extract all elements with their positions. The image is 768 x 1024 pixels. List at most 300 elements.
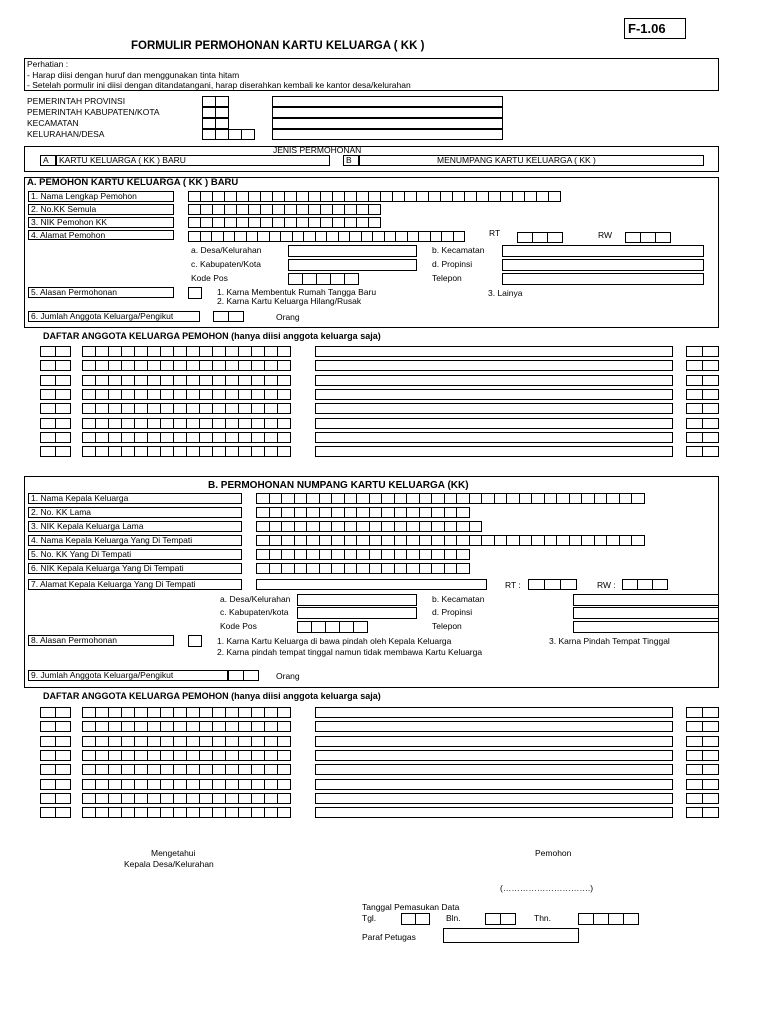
char-cell[interactable] [469,493,483,504]
char-cell[interactable] [702,807,719,818]
char-cell[interactable] [134,418,148,429]
char-cell[interactable] [264,764,278,775]
char-cell[interactable] [212,418,226,429]
char-cell[interactable] [40,707,56,718]
char-cell[interactable] [225,346,239,357]
char-cell[interactable] [55,403,71,414]
char-cell[interactable] [199,346,213,357]
char-cell[interactable] [264,736,278,747]
b-address-input[interactable] [256,579,487,590]
char-cell[interactable] [212,375,226,386]
char-cell[interactable] [344,549,358,560]
char-cell[interactable] [702,721,719,732]
char-cell[interactable] [40,736,56,747]
char-cell[interactable] [519,535,533,546]
a-propinsi-input[interactable] [502,259,704,271]
char-cell[interactable] [331,549,345,560]
char-cell[interactable] [55,389,71,400]
char-cell[interactable] [134,432,148,443]
member-relation-cells[interactable] [686,375,718,386]
char-cell[interactable] [40,360,56,371]
char-cell[interactable] [686,432,703,443]
char-cell[interactable] [606,493,620,504]
char-cell[interactable] [251,750,265,761]
char-cell[interactable] [319,549,333,560]
member-relation-cells[interactable] [686,346,718,357]
char-cell[interactable] [544,535,558,546]
char-cell[interactable] [369,507,383,518]
char-cell[interactable] [160,793,174,804]
char-cell[interactable] [186,418,200,429]
char-cell[interactable] [419,493,433,504]
char-cell[interactable] [40,764,56,775]
char-cell[interactable] [40,389,56,400]
member-name-input[interactable] [315,807,672,818]
char-cell[interactable] [82,721,96,732]
pemohon-signature-line[interactable]: (………………………….) [500,883,594,893]
char-cell[interactable] [481,535,495,546]
char-cell[interactable] [702,779,719,790]
char-cell[interactable] [82,707,96,718]
char-cell[interactable] [121,793,135,804]
char-cell[interactable] [212,793,226,804]
member-name-input[interactable] [315,736,672,747]
member-name-input[interactable] [315,707,672,718]
char-cell[interactable] [160,403,174,414]
member-nik-cells[interactable] [82,750,290,761]
char-cell[interactable] [199,389,213,400]
char-cell[interactable] [225,721,239,732]
char-cell[interactable] [281,563,295,574]
member-nik-cells[interactable] [82,707,290,718]
char-cell[interactable] [134,446,148,457]
char-cell[interactable] [108,389,122,400]
char-cell[interactable] [238,446,252,457]
village-code[interactable] [202,129,254,140]
member-number-cells[interactable] [40,793,70,804]
a-member-count-input[interactable] [213,311,243,322]
char-cell[interactable] [686,446,703,457]
char-cell[interactable] [173,764,187,775]
char-cell[interactable] [264,418,278,429]
char-cell[interactable] [82,403,96,414]
char-cell[interactable] [544,493,558,504]
regency-name-input[interactable] [272,107,503,118]
char-cell[interactable] [40,779,56,790]
b-old-nik-input[interactable] [256,521,481,532]
char-cell[interactable] [121,736,135,747]
char-cell[interactable] [315,736,673,747]
char-cell[interactable] [686,764,703,775]
district-code[interactable] [202,118,228,129]
char-cell[interactable] [315,807,673,818]
char-cell[interactable] [264,360,278,371]
char-cell[interactable] [199,736,213,747]
char-cell[interactable] [702,360,719,371]
char-cell[interactable] [173,446,187,457]
char-cell[interactable] [277,750,291,761]
char-cell[interactable] [134,360,148,371]
char-cell[interactable] [369,563,383,574]
member-relation-cells[interactable] [686,418,718,429]
char-cell[interactable] [331,563,345,574]
char-cell[interactable] [406,549,420,560]
char-cell[interactable] [264,750,278,761]
char-cell[interactable] [147,446,161,457]
char-cell[interactable] [147,750,161,761]
char-cell[interactable] [55,360,71,371]
char-cell[interactable] [251,346,265,357]
char-cell[interactable] [55,721,71,732]
char-cell[interactable] [225,779,239,790]
char-cell[interactable] [686,389,703,400]
member-name-input[interactable] [315,346,672,357]
char-cell[interactable] [160,446,174,457]
char-cell[interactable] [394,507,408,518]
village-name-input[interactable] [272,129,503,140]
char-cell[interactable] [344,507,358,518]
char-cell[interactable] [281,535,295,546]
b-rw-input[interactable] [622,579,667,590]
char-cell[interactable] [134,807,148,818]
char-cell[interactable] [264,389,278,400]
char-cell[interactable] [431,563,445,574]
char-cell[interactable] [277,807,291,818]
district-name-input[interactable] [272,118,503,129]
char-cell[interactable] [315,779,673,790]
char-cell[interactable] [444,507,458,518]
char-cell[interactable] [121,750,135,761]
char-cell[interactable] [40,793,56,804]
char-cell[interactable] [55,807,71,818]
char-cell[interactable] [281,521,295,532]
char-cell[interactable] [121,779,135,790]
char-cell[interactable] [569,493,583,504]
char-cell[interactable] [269,563,283,574]
char-cell[interactable] [40,346,56,357]
char-cell[interactable] [702,446,719,457]
char-cell[interactable] [173,779,187,790]
char-cell[interactable] [315,346,673,357]
char-cell[interactable] [315,446,673,457]
a-desa-input[interactable] [288,245,417,257]
b-host-kk-input[interactable] [256,549,469,560]
char-cell[interactable] [186,807,200,818]
char-cell[interactable] [494,535,508,546]
char-cell[interactable] [256,549,270,560]
char-cell[interactable] [134,389,148,400]
char-cell[interactable] [381,493,395,504]
char-cell[interactable] [281,507,295,518]
b-kodepos-input[interactable] [297,621,367,633]
char-cell[interactable] [199,764,213,775]
member-relation-cells[interactable] [686,432,718,443]
char-cell[interactable] [686,707,703,718]
char-cell[interactable] [494,493,508,504]
char-cell[interactable] [356,507,370,518]
char-cell[interactable] [238,389,252,400]
char-cell[interactable] [121,446,135,457]
char-cell[interactable] [212,779,226,790]
char-cell[interactable] [95,736,109,747]
char-cell[interactable] [556,493,570,504]
char-cell[interactable] [702,764,719,775]
char-cell[interactable] [82,779,96,790]
char-cell[interactable] [55,346,71,357]
char-cell[interactable] [82,375,96,386]
char-cell[interactable] [419,535,433,546]
char-cell[interactable] [406,521,420,532]
member-nik-cells[interactable] [82,346,290,357]
char-cell[interactable] [160,707,174,718]
char-cell[interactable] [199,360,213,371]
char-cell[interactable] [419,549,433,560]
char-cell[interactable] [108,707,122,718]
char-cell[interactable] [199,750,213,761]
a-address-input[interactable] [188,231,464,242]
char-cell[interactable] [212,432,226,443]
char-cell[interactable] [82,446,96,457]
char-cell[interactable] [456,563,470,574]
char-cell[interactable] [277,446,291,457]
char-cell[interactable] [319,507,333,518]
char-cell[interactable] [456,549,470,560]
char-cell[interactable] [686,793,703,804]
char-cell[interactable] [55,446,71,457]
char-cell[interactable] [686,375,703,386]
char-cell[interactable] [199,793,213,804]
char-cell[interactable] [225,360,239,371]
request-option-b-code[interactable]: B [343,155,359,166]
char-cell[interactable] [331,493,345,504]
char-cell[interactable] [702,375,719,386]
char-cell[interactable] [225,375,239,386]
member-nik-cells[interactable] [82,403,290,414]
char-cell[interactable] [251,375,265,386]
char-cell[interactable] [419,507,433,518]
char-cell[interactable] [55,432,71,443]
char-cell[interactable] [95,389,109,400]
char-cell[interactable] [147,389,161,400]
char-cell[interactable] [238,403,252,414]
a-kabupaten-input[interactable] [288,259,417,271]
char-cell[interactable] [319,493,333,504]
char-cell[interactable] [686,360,703,371]
member-number-cells[interactable] [40,375,70,386]
member-number-cells[interactable] [40,446,70,457]
char-cell[interactable] [186,779,200,790]
b-rt-input[interactable] [528,579,576,590]
char-cell[interactable] [160,779,174,790]
char-cell[interactable] [173,736,187,747]
char-cell[interactable] [238,360,252,371]
char-cell[interactable] [212,721,226,732]
char-cell[interactable] [277,389,291,400]
member-relation-cells[interactable] [686,721,718,732]
member-relation-cells[interactable] [686,764,718,775]
char-cell[interactable] [82,807,96,818]
a-kecamatan-input[interactable] [502,245,704,257]
char-cell[interactable] [456,521,470,532]
char-cell[interactable] [394,535,408,546]
char-cell[interactable] [238,736,252,747]
char-cell[interactable] [121,346,135,357]
char-cell[interactable] [369,493,383,504]
char-cell[interactable] [55,707,71,718]
a-telepon-input[interactable] [502,273,704,285]
char-cell[interactable] [173,360,187,371]
char-cell[interactable] [394,493,408,504]
member-name-input[interactable] [315,750,672,761]
char-cell[interactable] [264,807,278,818]
char-cell[interactable] [147,707,161,718]
char-cell[interactable] [199,807,213,818]
char-cell[interactable] [251,779,265,790]
char-cell[interactable] [606,535,620,546]
char-cell[interactable] [702,750,719,761]
member-nik-cells[interactable] [82,375,290,386]
char-cell[interactable] [444,563,458,574]
char-cell[interactable] [306,521,320,532]
member-number-cells[interactable] [40,764,70,775]
char-cell[interactable] [212,446,226,457]
char-cell[interactable] [225,736,239,747]
a-reason-input[interactable] [188,287,202,299]
char-cell[interactable] [281,549,295,560]
char-cell[interactable] [306,535,320,546]
char-cell[interactable] [199,779,213,790]
char-cell[interactable] [277,793,291,804]
char-cell[interactable] [319,535,333,546]
char-cell[interactable] [160,764,174,775]
member-number-cells[interactable] [40,418,70,429]
char-cell[interactable] [95,750,109,761]
member-name-input[interactable] [315,418,672,429]
char-cell[interactable] [702,403,719,414]
char-cell[interactable] [702,736,719,747]
char-cell[interactable] [82,418,96,429]
char-cell[interactable] [356,563,370,574]
char-cell[interactable] [173,750,187,761]
char-cell[interactable] [686,779,703,790]
char-cell[interactable] [186,346,200,357]
char-cell[interactable] [121,807,135,818]
member-relation-cells[interactable] [686,807,718,818]
char-cell[interactable] [225,418,239,429]
char-cell[interactable] [269,549,283,560]
char-cell[interactable] [95,764,109,775]
char-cell[interactable] [631,493,645,504]
char-cell[interactable] [95,721,109,732]
char-cell[interactable] [281,493,295,504]
char-cell[interactable] [277,403,291,414]
char-cell[interactable] [121,721,135,732]
a-old-kk-input[interactable] [188,204,380,215]
char-cell[interactable] [431,521,445,532]
char-cell[interactable] [556,535,570,546]
member-relation-cells[interactable] [686,707,718,718]
char-cell[interactable] [134,721,148,732]
char-cell[interactable] [147,793,161,804]
char-cell[interactable] [212,707,226,718]
char-cell[interactable] [319,521,333,532]
member-relation-cells[interactable] [686,360,718,371]
char-cell[interactable] [225,807,239,818]
char-cell[interactable] [406,535,420,546]
char-cell[interactable] [251,764,265,775]
b-telepon-input[interactable] [573,621,719,633]
char-cell[interactable] [238,764,252,775]
char-cell[interactable] [82,360,96,371]
char-cell[interactable] [186,432,200,443]
char-cell[interactable] [251,793,265,804]
char-cell[interactable] [173,403,187,414]
char-cell[interactable] [173,721,187,732]
char-cell[interactable] [238,793,252,804]
char-cell[interactable] [186,736,200,747]
char-cell[interactable] [160,721,174,732]
char-cell[interactable] [160,346,174,357]
char-cell[interactable] [225,389,239,400]
char-cell[interactable] [95,793,109,804]
char-cell[interactable] [368,204,381,215]
request-option-a[interactable]: KARTU KELUARGA ( KK ) BARU [56,155,330,166]
char-cell[interactable] [40,418,56,429]
char-cell[interactable] [294,535,308,546]
char-cell[interactable] [315,750,673,761]
char-cell[interactable] [381,549,395,560]
b-host-nik-input[interactable] [256,563,469,574]
char-cell[interactable] [453,231,466,242]
char-cell[interactable] [134,707,148,718]
char-cell[interactable] [199,375,213,386]
member-nik-cells[interactable] [82,779,290,790]
char-cell[interactable] [108,779,122,790]
char-cell[interactable] [186,403,200,414]
char-cell[interactable] [238,807,252,818]
entry-month-input[interactable] [485,913,515,925]
char-cell[interactable] [121,360,135,371]
char-cell[interactable] [147,403,161,414]
char-cell[interactable] [225,403,239,414]
char-cell[interactable] [121,764,135,775]
char-cell[interactable] [134,403,148,414]
char-cell[interactable] [251,389,265,400]
char-cell[interactable] [40,446,56,457]
province-code[interactable] [202,96,228,107]
member-relation-cells[interactable] [686,736,718,747]
char-cell[interactable] [251,721,265,732]
char-cell[interactable] [251,446,265,457]
char-cell[interactable] [469,521,483,532]
char-cell[interactable] [394,521,408,532]
member-nik-cells[interactable] [82,807,290,818]
member-name-input[interactable] [315,375,672,386]
char-cell[interactable] [256,535,270,546]
char-cell[interactable] [134,764,148,775]
char-cell[interactable] [456,507,470,518]
b-desa-input[interactable] [297,594,417,606]
char-cell[interactable] [121,418,135,429]
char-cell[interactable] [95,432,109,443]
char-cell[interactable] [186,764,200,775]
member-number-cells[interactable] [40,432,70,443]
a-nik-input[interactable] [188,217,380,228]
member-number-cells[interactable] [40,707,70,718]
char-cell[interactable] [147,432,161,443]
char-cell[interactable] [294,493,308,504]
char-cell[interactable] [238,721,252,732]
